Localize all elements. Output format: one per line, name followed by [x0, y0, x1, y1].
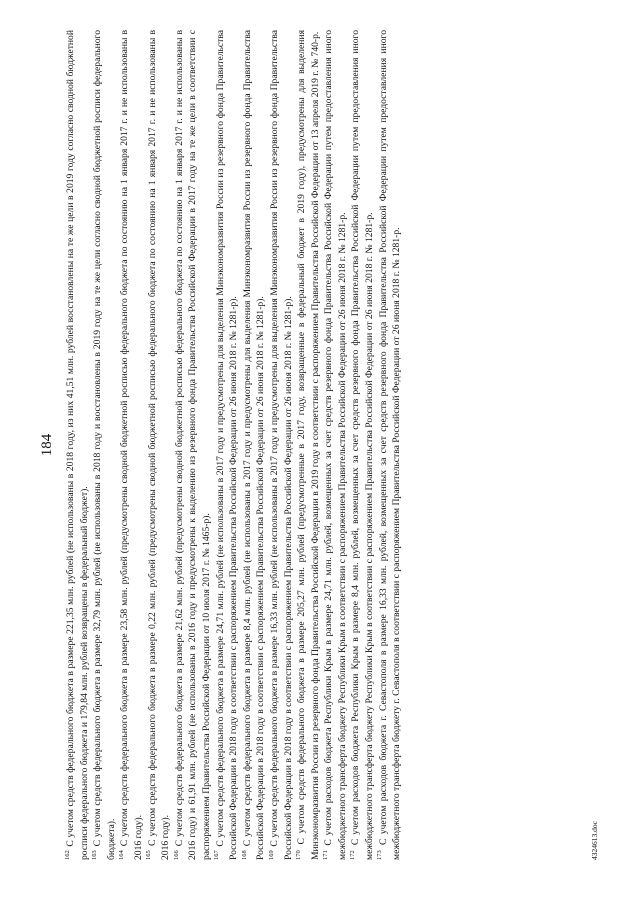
footnote-text: С учетом расходов бюджета Республики Крым в размере 24,71 млн. рублей, возмещенных за счет средств резервного фонда Правительства Российской Федерации путем предоставления иного межбюджетного трансферта бюджету Республики Крым в соответствии с распоряжением Правительства Российской Федерации от 26 июня 2018 г. № 1281-р.: [323, 30, 348, 860]
footnote-text: С учетом средств федерального бюджета в размере 24,71 млн. рублей (не использованы в 2017 году и предусмотрены для выделения Минэкономразвития России из резервного фонда Правительства Российской Федерации в 2018 году в соответствии с распоряжением Правительства Российской Федерации от 26 июня 2018 г. № 1281-р).: [214, 30, 240, 860]
footnote-text: С учетом средств федерального бюджета в размере 32,79 млн. рублей (не использованы в 2018 году и восстановлены в 2019 году на те же цели согласно сводной бюджетной росписи федерального бюджета).: [92, 30, 117, 860]
footnote: [377, 30, 404, 860]
footnote-number: 164: [118, 850, 126, 860]
file-name-label: 4324613.doc: [590, 821, 599, 860]
footnote-number: 166: [172, 850, 180, 860]
footnote-number: 165: [145, 850, 153, 860]
footnote-text: С учетом средств федерального бюджета в размере 23,58 млн. рублей (предусмотрены сводной бюджетной росписью федерального бюджета по состоянию на 1 января 2017 г. и не использованы в 2016 году).: [119, 30, 144, 860]
footnote-number: 168: [240, 850, 248, 860]
footnote: [64, 30, 91, 860]
footnote: [214, 30, 241, 860]
footnote-text: С учетом средств федерального бюджета в размере 205,27 млн. рублей (предусмотренные в 2017 году, возвращенные в федеральный бюджет в 2019 году), предусмотрены для выделения Минэкономразвития России из резервного фонда Правительства Российской Федерации в 2019 году в соответствии с распоряжением Правительства Российской Федерации от 13 апреля 2019 г. № 740-р.: [296, 30, 321, 860]
footnote: [322, 30, 349, 860]
footnote-text: С учетом средств федерального бюджета в размере 0,22 млн. рублей (предусмотрены сводной бюджетной росписью федерального бюджета по состоянию на 1 января 2017 г. и не использованы в 2016 году).: [146, 30, 172, 860]
footnote: [268, 30, 295, 860]
footnote-text: С учетом расходов бюджета Республики Крым в размере 8,4 млн. рублей, возмещенных за счет средств резервного фонда Правительства Российской Федерации путем предоставления иного межбюджетного трансферта бюджету Республики Крым в соответствии с распоряжением Правительства Российской Федерации от 26 июня 2018 г. № 1281-р.: [350, 30, 376, 860]
footnote-number: 167: [213, 850, 221, 860]
footnotes: [64, 30, 584, 860]
footnote: [118, 30, 145, 860]
footnote-text: С учетом средств федерального бюджета в размере 21,62 млн. рублей (предусмотрены сводной бюджетной росписью федерального бюджета по состоянию на 1 января 2017 г. и не использованы в 2016 году) и 61,91 млн. рублей (не использованы в 2016 году и предусмотрены к выделению из резервного фонда Правительства Российской Федерации в 2017 году на те же цели в соответствии с распоряжением Правительства Российской Федерации от 10 июля 2017 г. № 1465-р).: [173, 30, 212, 860]
footnote-text: С учетом расходов бюджета г. Севастополя в размере 16,33 млн. рублей, возмещенных за счет средств резервного фонда Правительства Российской Федерации путем предоставления иного межбюджетного трансферта бюджету г. Севастополя в соответствии с распоряжением Правительства Российской Федерации от 26 июня 2018 г. № 1281-р.: [377, 30, 403, 860]
footnote: [349, 30, 376, 860]
footnote: [91, 30, 118, 860]
page-number: 184: [39, 433, 55, 457]
footnote-number: 173: [376, 850, 384, 860]
footnote-text: С учетом средств федерального бюджета в размере 221,35 млн. рублей (не использованы в 2018 году, из них 41,51 млн. рублей восстановлены на те же цели в 2019 году согласно сводной бюджетной росписи федерального бюджета и 179,84 млн. рублей возвращены в федеральный бюджет).: [65, 30, 90, 860]
footnote: [241, 30, 268, 860]
footnote-number: 169: [267, 850, 275, 860]
footnote-number: 163: [91, 850, 98, 860]
footnote-number: 171: [322, 850, 330, 860]
footnote-number: 172: [349, 850, 357, 860]
footnote: [146, 30, 173, 860]
footnote-number: 162: [64, 850, 71, 860]
footnote-text: С учетом средств федерального бюджета в размере 16,33 млн. рублей (не использованы в 2017 году и предусмотрены для выделения Минэкономразвития России из резервного фонда Правительства Российской Федерации в 2018 году в соответствии с распоряжением Правительства Российской Федерации от 26 июня 2018 г. № 1281-р).: [268, 30, 294, 860]
footnote: [295, 30, 322, 860]
footnote-text: С учетом средств федерального бюджета в размере 8,4 млн. рублей (не использованы в 2017 году и предусмотрены для выделения Минэкономразвития России из резервного фонда Правительства Российской Федерации в 2018 году в соответствии с распоряжением Правительства Российской Федерации от 26 июня 2018 г. № 1281-р).: [241, 30, 267, 860]
footnote: [173, 30, 214, 860]
rotated-content: [38, 30, 603, 860]
footnote-number: 170: [294, 850, 302, 860]
